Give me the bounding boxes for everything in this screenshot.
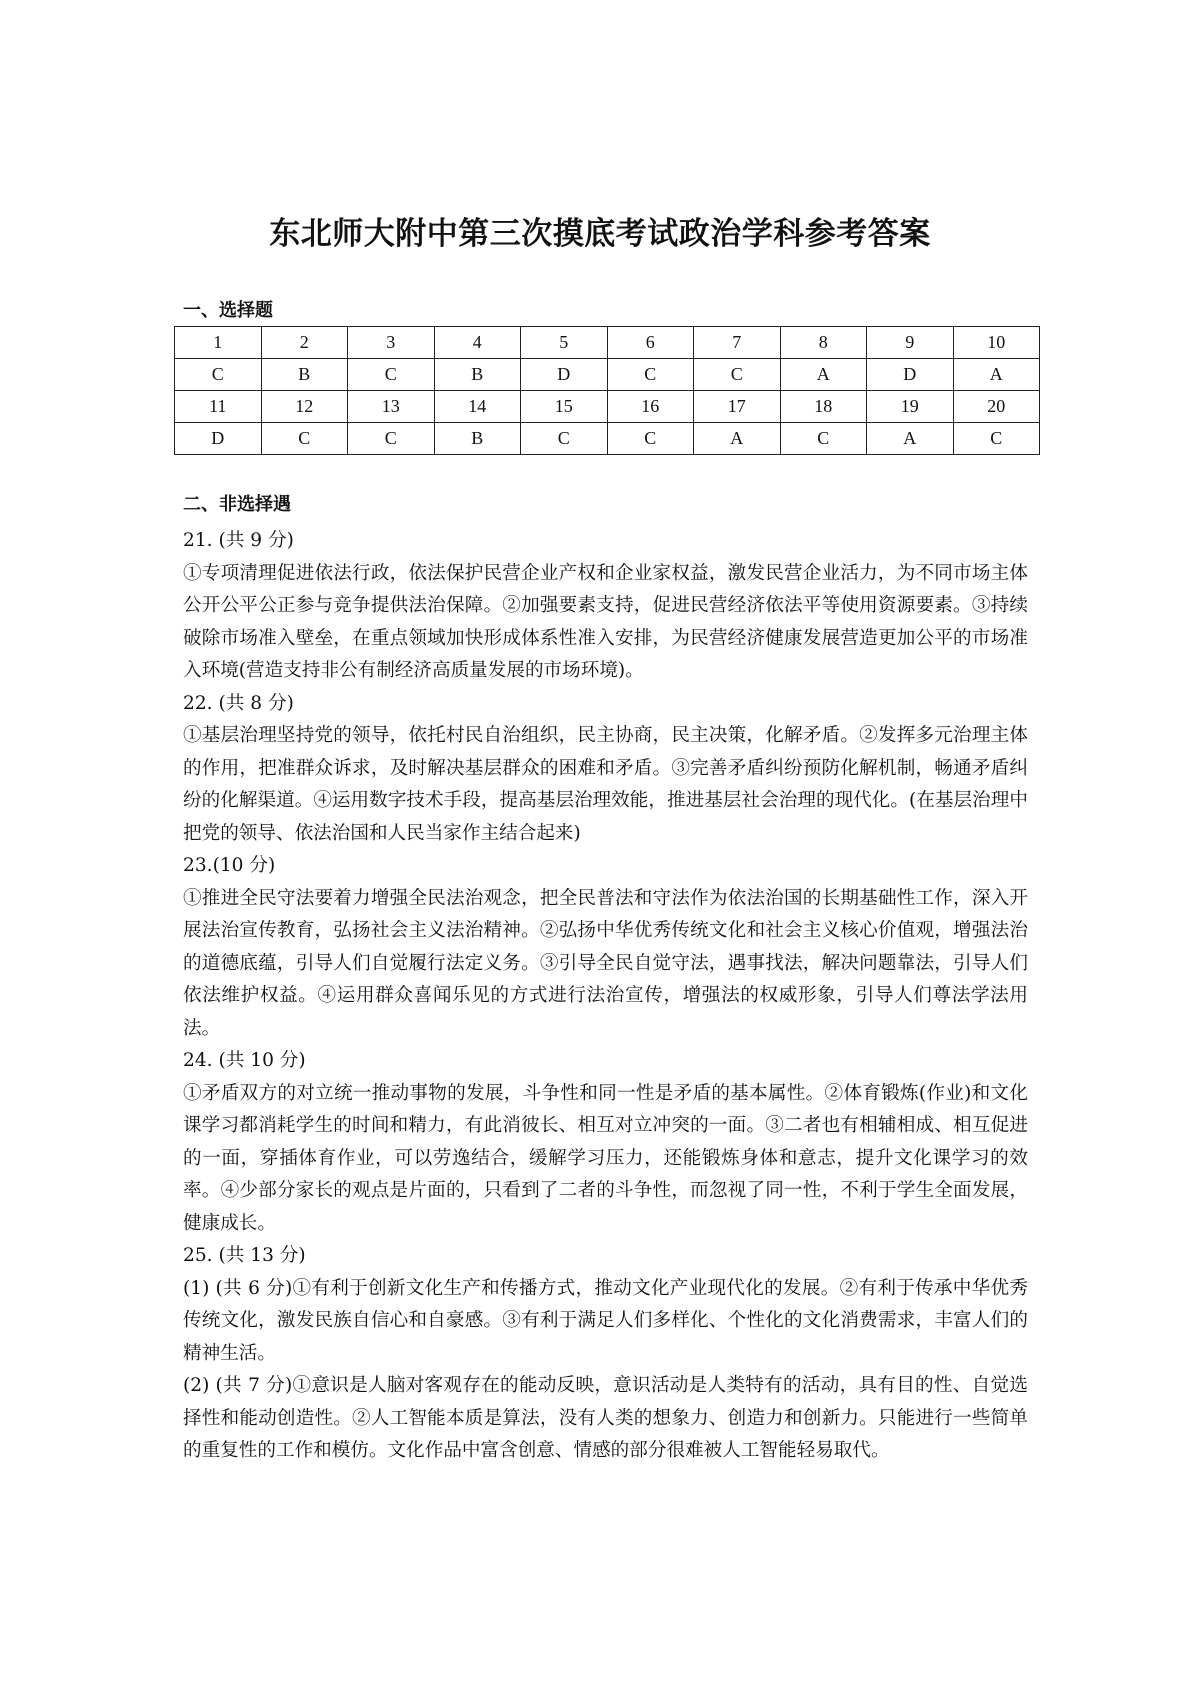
table-cell: B	[434, 359, 521, 391]
table-cell: 13	[348, 391, 435, 423]
answer-paragraph: ①基层治理坚持党的领导，依托村民自治组织，民主协商，民主决策，化解矛盾。②发挥多元治理主体的作用，把准群众诉求，及时解决基层群众的困难和矛盾。③完善矛盾纠纷预防化解机制，畅通矛盾纠纷的化解渠道。④运用数字技术手段，提高基层治理效能，推进基层社会治理的现代化。(在基层治理中把党的领导、依法治国和人民当家作主结合起来)	[183, 725, 1028, 844]
question-header: 21. (共 9 分)	[183, 530, 294, 551]
table-cell: A	[867, 423, 954, 455]
table-cell: C	[607, 359, 694, 391]
table-cell: 15	[521, 391, 608, 423]
table-cell: B	[434, 423, 521, 455]
table-cell: C	[607, 423, 694, 455]
table-cell: C	[953, 423, 1040, 455]
subpart-text: ①意识是人脑对客观存在的能动反映，意识活动是人类特有的活动，具有目的性、自觉选择性和能动创造性。②人工智能本质是算法，没有人类的想象力、创造力和创新力。只能进行一些简单的重复性的工作和模仿。文化作品中富含创意、情感的部分很难被人工智能轻易取代。	[183, 1375, 1028, 1461]
table-cell: C	[694, 359, 781, 391]
table-cell: C	[521, 423, 608, 455]
table-cell: C	[348, 359, 435, 391]
question-header: 23.(10 分)	[183, 855, 276, 876]
answer-paragraph: ①矛盾双方的对立统一推动事物的发展，斗争性和同一性是矛盾的基本属性。②体育锻炼(作业)和文化课学习都消耗学生的时间和精力，有此消彼长、相互对立冲突的一面。③二者也有相辅相成、相互促进的一面，穿插体育作业，可以劳逸结合，缓解学习压力，还能锻炼身体和意志，提升文化课学习的效率。④少部分家长的观点是片面的，只看到了二者的斗争性，而忽视了同一性，不利于学生全面发展，健康成长。	[183, 1082, 1028, 1234]
table-cell: 14	[434, 391, 521, 423]
table-row	[175, 359, 1040, 391]
subpart-label: (1) (共 6 分)	[183, 1277, 293, 1299]
table-cell: 3	[348, 327, 435, 359]
question-header: 25. (共 13 分)	[183, 1245, 306, 1266]
page-title: 东北师大附中第三次摸底考试政治学科参考答案	[269, 216, 931, 252]
table-cell: 16	[607, 391, 694, 423]
subpart-text: ①有利于创新文化生产和传播方式，推动文化产业现代化的发展。②有利于传承中华优秀传统文化，激发民族自信心和自豪感。③有利于满足人们多样化、个性化的文化消费需求，丰富人们的精神生活。	[183, 1277, 1028, 1364]
table-cell: 18	[780, 391, 867, 423]
section-heading-non-multiple-choice: 二、非选择遇	[183, 494, 291, 515]
table-cell: C	[348, 423, 435, 455]
answer-table	[174, 326, 1040, 455]
answer-paragraph: ①推进全民守法要着力增强全民法治观念，把全民普法和守法作为依法治国的长期基础性工作，深入开展法治宣传教育，弘扬社会主义法治精神。②弘扬中华优秀传统文化和社会主义核心价值观，增强法治的道德底蕴，引导人们自觉履行法定义务。③引导全民自觉守法，遇事找法，解决问题靠法，引导人们依法维护权益。④运用群众喜闻乐见的方式进行法治宣传，增强法的权威形象，引导人们尊法学法用法。	[183, 887, 1028, 1039]
question-header: 22. (共 8 分)	[183, 692, 294, 714]
table-cell: 10	[953, 327, 1040, 359]
table-cell: 9	[867, 327, 954, 359]
table-cell: 1	[175, 327, 262, 359]
table-cell: A	[780, 359, 867, 391]
answer-subpart	[183, 1370, 1028, 1468]
table-cell: 2	[261, 327, 348, 359]
table-cell: 8	[780, 327, 867, 359]
table-cell: 19	[867, 391, 954, 423]
table-cell: B	[261, 359, 348, 391]
table-cell: C	[780, 423, 867, 455]
table-cell: 17	[694, 391, 781, 423]
answers-body	[183, 525, 1028, 1468]
table-row	[175, 327, 1040, 359]
table-cell: A	[953, 359, 1040, 391]
subpart-label: (2) (共 7 分)	[183, 1375, 293, 1396]
question-header: 24. (共 10 分)	[183, 1050, 306, 1071]
table-cell: C	[175, 359, 262, 391]
table-cell: 4	[434, 327, 521, 359]
table-cell: D	[867, 359, 954, 391]
table-cell: 11	[175, 391, 262, 423]
table-cell: A	[694, 423, 781, 455]
answer-subpart	[183, 1273, 1028, 1371]
table-cell: D	[521, 359, 608, 391]
answer-paragraph: ①专项清理促进依法行政，依法保护民营企业产权和企业家权益，激发民营企业活力，为不同市场主体公开公平公正参与竞争提供法治保障。②加强要素支持，促进民营经济依法平等使用资源要素。③持续破除市场准入壁垒，在重点领域加快形成体系性准入安排，为民营经济健康发展营造更加公平的市场准入环境(营造支持非公有制经济高质量发展的市场环境)。	[183, 562, 1028, 681]
table-cell: 12	[261, 391, 348, 423]
table-cell: 5	[521, 327, 608, 359]
section-heading-multiple-choice: 一、选择题	[183, 300, 273, 321]
table-row	[175, 391, 1040, 423]
table-cell: 6	[607, 327, 694, 359]
table-cell: D	[175, 423, 262, 455]
table-cell: 7	[694, 327, 781, 359]
table-cell: 20	[953, 391, 1040, 423]
table-cell: C	[261, 423, 348, 455]
table-row	[175, 423, 1040, 455]
